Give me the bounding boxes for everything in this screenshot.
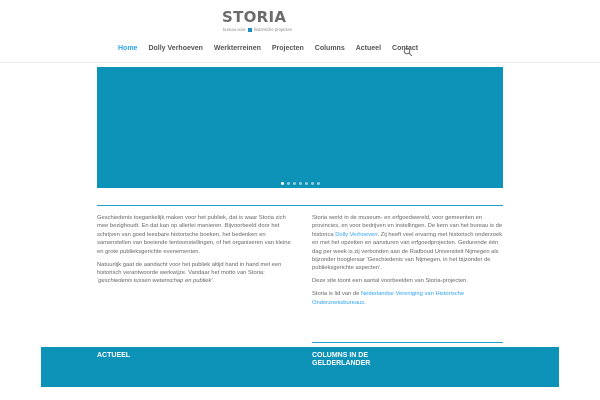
slider-dot[interactable] (287, 182, 290, 185)
site-header (0, 0, 600, 63)
about-paragraph-3-end: . (364, 299, 366, 306)
nav-item-projecten[interactable]: Projecten (271, 45, 304, 52)
intro-column-right (312, 214, 504, 312)
nav-item-contact[interactable]: Contact (392, 45, 419, 52)
about-paragraph-2: Deze site toont een aantal voorbeelden van Storia-projecten. (312, 278, 468, 285)
nav-item-actueel[interactable]: Actueel (355, 45, 382, 52)
slider-dot[interactable] (293, 182, 296, 185)
intro-paragraph-2 (97, 261, 292, 286)
nav-item-home[interactable]: Home (118, 45, 138, 52)
right-column-divider (312, 342, 503, 343)
intro-paragraph-2-end: . (212, 278, 215, 285)
actueel-heading: ACTUEEL (97, 352, 131, 359)
slider-dot[interactable] (305, 182, 308, 185)
slider-dots (97, 182, 503, 185)
news-band (41, 347, 559, 387)
nav-item-dolly-verhoeven[interactable]: Dolly Verhoeven (148, 45, 203, 52)
search-button[interactable] (403, 44, 413, 54)
about-paragraph-1 (312, 214, 504, 273)
about-paragraph-1-a: Storia werkt in de museum- en erfgoedwereld, voor gemeenten en provincies, en voor bedrijven en instellingen. De kern van het bureau is de historica (312, 215, 503, 238)
slider-dot[interactable] (311, 182, 314, 185)
nvho-link[interactable]: Nederlandse Vereniging van Historische Onderzoeksbureaus (312, 291, 465, 306)
site-logo[interactable] (222, 9, 318, 34)
slider-dot[interactable] (317, 182, 320, 185)
logo-tagline-part1: bureau voor (223, 27, 246, 32)
nav-item-werkterreinen[interactable]: Werkterreinen (213, 45, 261, 52)
logo-wordmark: STORIA (222, 8, 287, 26)
storia-motto: ‘geschiedenis tussen wetenschap en publiek’ (97, 278, 213, 285)
hero-slider (97, 67, 503, 188)
logo-square-icon (248, 28, 252, 32)
intro-column-left (97, 214, 292, 290)
nav-item-columns[interactable]: Columns (314, 45, 345, 52)
columns-heading: COLUMNS IN DE GELDERLANDER (312, 352, 371, 367)
about-paragraph-1-b: . Zij heeft veel ervaring met historisch onderzoek en met het opzetten en aansturen van erfgoedprojecten. Gedurende één dag per week is zij verbonden aan de Radboud Universiteit Nijmegen als bijzonder hoogleraar ‘Geschiedenis van Nijmegen, in het bijzonder de publieksgerichte aspecten’. (312, 231, 503, 272)
search-icon (403, 47, 413, 57)
dolly-verhoeven-link[interactable]: Dolly Verhoeven (335, 231, 378, 238)
about-paragraph-3 (312, 290, 504, 307)
slider-dot[interactable] (281, 182, 284, 185)
logo-tagline (223, 27, 292, 32)
intro-paragraph-2-text: Natuurlijk gaat de aandacht voor het publiek altijd hand in hand met een historisch verantwoorde werkwijze. Vandaar het motto van Storia: (97, 261, 282, 276)
about-paragraph-3-a: Storia is lid van de (312, 291, 360, 298)
main-nav (118, 42, 429, 56)
intro-paragraph-1: Geschiedenis toegankelijk maken voor het publiek, dat is waar Storia zich mee bezighoudt. En dat kan op allerlei manieren. Bijvoorbeeld door het schrijven van goed leesbare historische boeken, het bedenken en samenstellen van boeiende tentoonstellingen, of het organiseren van kleine en grote publieksgerichte evenementen. (97, 215, 291, 255)
logo-tagline-part2: historische projecten (253, 27, 293, 32)
slider-dot[interactable] (299, 182, 302, 185)
section-divider (97, 205, 503, 206)
